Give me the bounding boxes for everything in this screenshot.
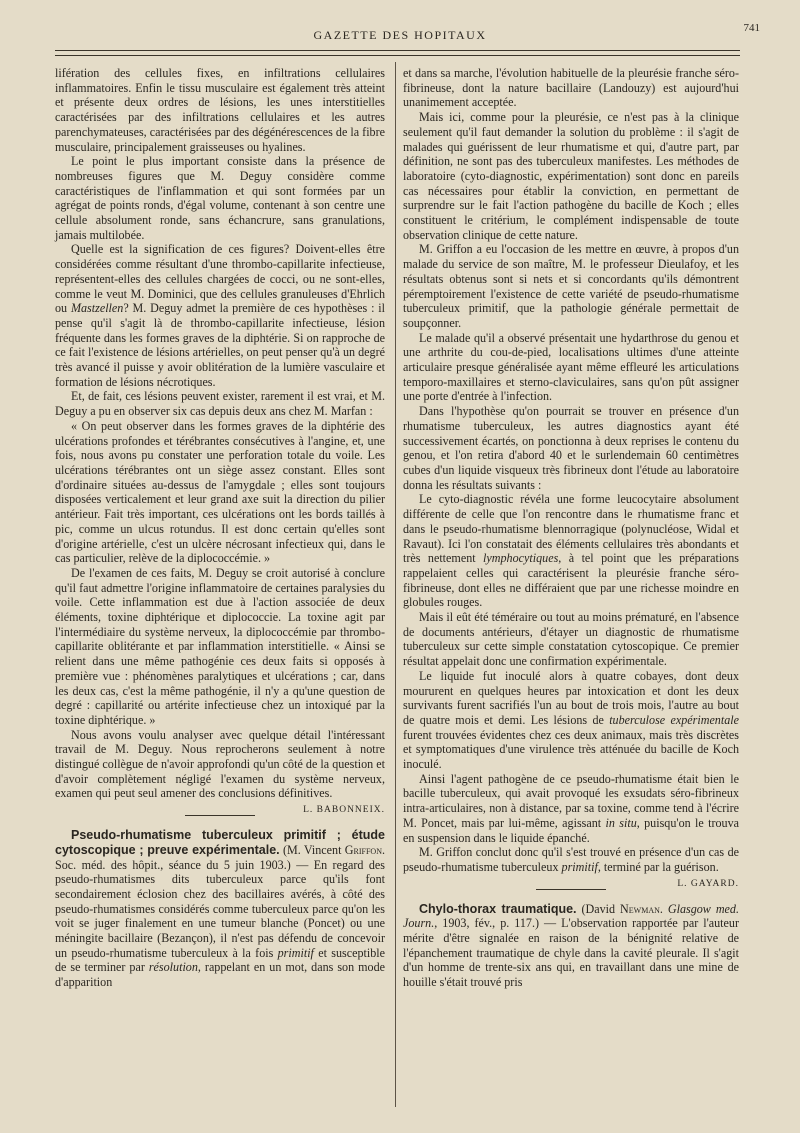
- right-column: [403, 66, 739, 990]
- section-separator: [185, 815, 255, 816]
- article-title: Pseudo-rhumatisme tuberculeux primitif ; étude cytoscopique ; preuve expérimentale.: [55, 828, 385, 857]
- paragraph: Le liquide fut inoculé alors à quatre cobayes, dont deux moururent en quelques heures par intoxication et dont les deux survivants furent sacrifiés l'un au bout de trois mois, l'autre au bout de quatre mois et demi. Les lésions de tuberculose expérimentale furent trouvées évidentes chez ces deux animaux, mais très discrètes et symptomatiques d'une virulence très atténuée du bacille de Koch inoculé.: [403, 668, 739, 772]
- paragraph: Dans l'hypothèse qu'on pourrait se trouver en présence d'un rhumatisme tuberculeux, les autres diagnostics ayant été successivement écartés, on ponctionna à deux reprises le contenu du genou, et l'on retira d'abord 40 et le surlendemain 60 centimètres cubes d'un liquide visqueux très fibrineux dont l'étude au laboratoire donna les résultats suivants :: [403, 404, 739, 492]
- journal-name: Glasgow med. Journ.: [403, 901, 739, 931]
- quotation-paragraph: « On peut observer dans les formes graves de la diphtérie des ulcérations profondes et térébrantes consécutives à l'angine, et, une fois, nous avons pu constater une perforation totale du voile. Les ulcérations térébrantes ont un siège assez constant. Elles sont d'ordinaire situées au-dessus de l'amygdale ; elles sont toujours disposées verticalement et leur grand axe suit la direction du pilier antérieur. Fait très important, ces ulcérations ont les bords taillés à pic, comme un ulcus rotundus. Il est donc certain qu'elles sont d'origine artérielle, c'est un ulcère nécrosant infectieux qui, dans le cas particulier, relève de la diplococcémie. »: [55, 418, 385, 566]
- paragraph: Ainsi l'agent pathogène de ce pseudo-rhumatisme était bien le bacille tuberculeux, qui avait provoqué les exsudats séro-fibrineux intra-articulaires, non à distance, par sa toxine, comme tend à l'écrire M. Poncet, mais par lui-même, agissant in situ, puisqu'on le trouva en suspension dans le liquide épanché.: [403, 771, 740, 845]
- paragraph: Mais il eût été téméraire ou tout au moins prématuré, en l'absence de documents antérieurs, d'étayer un diagnostic de rhumatisme tuberculeux sur cette simple constatation cytoscopique. Ce premier résultat appelait donc une confirmation expérimentale.: [403, 610, 739, 669]
- paragraph: Le point le plus important consiste dans la présence de nombreuses figures que M. Deguy considère comme caractéristiques de l'inflammation et qui sont formées par un agrégat de points ronds, d'égal volume, contenant à son centre une cellule absolument ronde, sans échancrure, sans granulations, jamais multilobée.: [55, 154, 385, 242]
- article-pseudo-rhumatisme: Pseudo-rhumatisme tuberculeux primitif ; étude cytoscopique ; preuve expérimentale. (M. Vincent Griffon. Soc. méd. des hôpit., séance du 5 juin 1903.) — En regard des pseudo-rhumatismes dits tuberculeux parce qu'ils font secondairement éclosion chez des bacillaires avérés, à côté des pseudo-rhumatismes considérés comme tuberculeux parce qu'on les voit se juger finalement en une tumeur blanche (Poncet) ou une méningite bacillaire (Bezançon), il n'est pas défendu de concevoir un pseudo-rhumatisme tuberculeux à la fois primitif et susceptible de se terminer par résolution, rappelant en un mot, dans son mode d'apparition: [55, 828, 385, 990]
- running-head: GAZETTE DES HOPITAUX: [313, 28, 487, 42]
- article-title: Chylo-thorax traumatique.: [419, 901, 577, 916]
- paragraph: M. Griffon conclut donc qu'il s'est trouvé en présence d'un cas de pseudo-rhumatisme tuberculeux primitif, terminé par la guérison. L. GAYARD.: [403, 845, 739, 874]
- signature-gayard: L. GAYARD.: [677, 878, 739, 889]
- column-divider: [395, 62, 396, 1107]
- page-header: [40, 18, 760, 48]
- author-name: Newman: [620, 901, 660, 916]
- author-name: Griffon: [344, 842, 382, 857]
- paragraph: lifération des cellules fixes, en infiltrations cellulaires inflammatoires. Enfin le tissu musculaire est également très atteint et présente deux ordres de lésions, les unes interstitielles caractérisées par des infiltrations cellulaires et les autres parenchymateuses, caractérisées par des dégénérescences de la fibre musculaire, principalement graisseuses ou hyalines.: [55, 66, 385, 154]
- paragraph: Le malade qu'il a observé présentait une hydarthrose du genou et une arthrite du cou-de-pied, localisations ultimes d'une atteinte articulaire presque généralisée ayant même effleuré les articulations temporo-maxillaires et sterno-claviculaires, sans qu'on pût assigner une porte d'entrée à l'infection.: [403, 330, 739, 404]
- header-double-rule: [55, 50, 740, 56]
- paragraph: Et, de fait, ces lésions peuvent exister, rarement il est vrai, et M. Deguy a pu en observer six cas depuis deux ans chez M. Marfan :: [55, 389, 385, 419]
- paragraph: Quelle est la signification de ces figures? Doivent-elles être considérées comme résultant d'une thrombo-capillarite infectieuse, représentent-elles des cellules chargées de cocci, ou ne sont-elles, comme le veut M. Dominici, que des cellules granuleuses d'Ehrlich ou Mastzellen? M. Deguy admet la première de ces hypothèses : il pense qu'il s'agit là de thrombo-capillarite infectieuse, lésion fréquente dans les formes graves de la diphtérie. Si on rapproche de ce fait l'existence de lésions artérielles, on peut penser qu'à un degré très avancé il puisse y avoir oblitération de la lumière vasculaire et formation de lésions nécrotiques.: [55, 242, 385, 389]
- paragraph: et dans sa marche, l'évolution habituelle de la pleurésie franche séro-fibrineuse, dont la nature bacillaire (Landouzy) est aujourd'hui unanimement acceptée.: [403, 66, 739, 110]
- page-number: 741: [743, 22, 760, 34]
- paragraph: Nous avons voulu analyser avec quelque détail l'intéressant travail de M. Deguy. Nous reprocherons seulement à notre distingué collègue de n'avoir approfondi qu'un côté de la question et d'avoir complètement négligé l'examen du système nerveux, examen qui peut seul amener des conclusions définitives. L. BABONNEIX.: [55, 728, 385, 802]
- paragraph: Le cyto-diagnostic révéla une forme leucocytaire absolument différente de celle que l'on rencontre dans le rhumatisme franc et dans le pseudo-rhumatisme blennorragique (polynucléose, Widal et Ravaut). Ici l'on constatait des éléments cellulaires très abondants et très nettement lymphocytiques, à tel point que les préparations rappelaient celles qui caractérisent la pleurésie franche séro-fibrineuse, dont elles ne différaient que par une richesse moindre en globules rouges.: [403, 492, 739, 610]
- article-chylo-thorax: Chylo-thorax traumatique. (David Newman. Glasgow med. Journ., 1903, fév., p. 117.) — L'observation rapportée par l'auteur mérite d'être signalée en raison de la bénignité relative de l'épanchement traumatique de chyle dans la cavité pleurale. Il s'agit d'un homme de trente-six ans qui, en travaillant dans une mine de houille s'était trouvé pris: [403, 901, 739, 990]
- paragraph: De l'examen de ces faits, M. Deguy se croit autorisé à conclure qu'il faut admettre l'origine inflammatoire de certaines paralysies du voile. Cette inflammation est due à l'action associée de deux éléments, toxine diphtérique et diplococcie. La toxine agit par l'intermédiaire du système nerveux, la diplococcémie par thrombo-capillarite oblitérante et par inflammation interstitielle. « Ainsi se relient dans une même pathogénie ces deux faits si opposés à première vue : phénomènes paralytiques et ulcérations ; car, dans les deux cas, c'est la même pathogénie, il n'y a qu'une question de degré : capillarité ou artérite infectieuse chez un intoxiqué par la toxine diphtérique. »: [55, 565, 385, 727]
- section-separator: [536, 889, 606, 890]
- signature-babonneix: L. BABONNEIX.: [303, 805, 385, 816]
- left-column: [55, 66, 385, 990]
- paragraph: Mais ici, comme pour la pleurésie, ce n'est pas à la clinique seulement qu'il faut demander la solution du problème : il s'agit de malades qui guérissent de leur rhumatisme et qui, d'autre part, par définition, ne sont pas des tuberculeux manifestes. Les méthodes de laboratoire (cyto-diagnostic, expérimentation) sont donc en pareils cas nécessaires pour établir la conviction, en permettant de surprendre sur le fait l'action pathogène du bacille de Koch ; elles constituent le critérium, le complément indispensable de toute observation clinique de cette nature.: [403, 110, 739, 242]
- paragraph: M. Griffon a eu l'occasion de les mettre en œuvre, à propos d'un malade du service de son maître, M. le professeur Dieulafoy, et les résultats obtenus sont si nets et si concordants qu'ils démontrent péremptoirement l'existence de cette variété de pseudo-rhumatisme tuberculeux primitif, que la pathologie générale permettait de soupçonner.: [403, 242, 739, 330]
